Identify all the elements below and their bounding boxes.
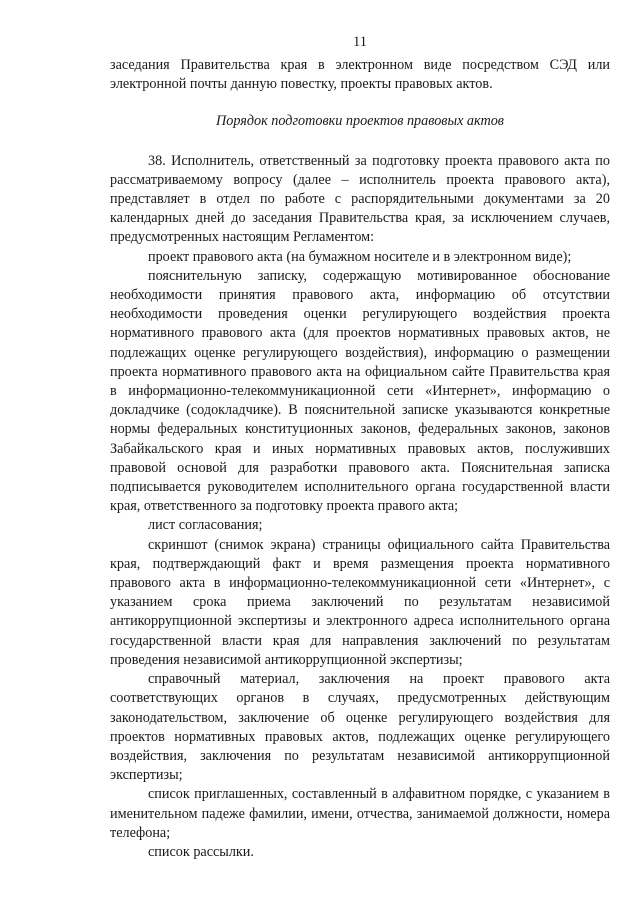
list-item-invitees: список приглашенных, составленный в алфавитном порядке, с указанием в именительном падеже фамилии, имени, отчества, занимаемой должности, номера телефона; <box>110 786 610 841</box>
list-item-mailing-list: список рассылки. <box>148 843 254 860</box>
list-item-draft-act: проект правового акта (на бумажном носителе и в электронном виде); <box>148 248 572 265</box>
paragraph-38: 38. Исполнитель, ответственный за подготовку проекта правового акта по рассматриваемому вопросу (далее – исполнитель проекта правового акта), представляет в отдел по работе с распорядительными документами за 20 календарных дней до заседания Правительства края, за исключением случаев, предусмотренных настоящим Регламентом: <box>110 152 610 246</box>
document-body <box>110 56 610 862</box>
list-item-approval-sheet: лист согласования; <box>148 517 263 534</box>
list-item-screenshot: скриншот (снимок экрана) страницы официального сайта Правительства края, подтверждающий факт и время размещения проекта нормативного правового акта в информационно-телекоммуникационной сети «Интернет», с указанием срока приема заключений по результатам независимой антикоррупционной экспертизы и электронного адреса исполнительного органа государственной власти края для направления заключений по результатам проведения независимой антикоррупционной экспертизы; <box>110 536 610 668</box>
list-item-explanatory-note: пояснительную записку, содержащую мотивированное обоснование необходимости принятия правового акта, информацию об отсутствии необходимости проведения оценки регулирующего воздействия проекта нормативного правового акта (для проектов нормативных правовых актов, не подлежащих оценке регулирующего воздействия), информацию о размещении проекта нормативного правового акта на официальном сайте Правительства края в информационно-телекоммуникационной сети «Интернет», информацию о докладчике (содокладчике). В пояснительной записке указываются конкретные нормы федеральных конституционных законов, федеральных законов, законов Забайкальского края и иных нормативных правовых актов, послуживших правовой основой для разработки правового акта. Пояснительная записка подписывается руководителем исполнительного органа государственной власти края, ответственного за подготовку проекта правого акта; <box>110 267 610 515</box>
page-number: 11 <box>353 34 367 50</box>
section-heading: Порядок подготовки проектов правовых актов <box>216 113 504 130</box>
intro-paragraph: заседания Правительства края в электронном виде посредством СЭД или электронной почты данную повестку, проекты правовых актов. <box>110 57 610 93</box>
list-item-reference-material: справочный материал, заключения на проект правового акта соответствующих органов в случаях, предусмотренных действующим законодательством, заключение об оценке регулирующего воздействия для проектов нормативных правовых актов, подлежащих оценке регулирующего воздействия, заключения по результатам независимой антикоррупционной экспертизы; <box>110 671 610 784</box>
